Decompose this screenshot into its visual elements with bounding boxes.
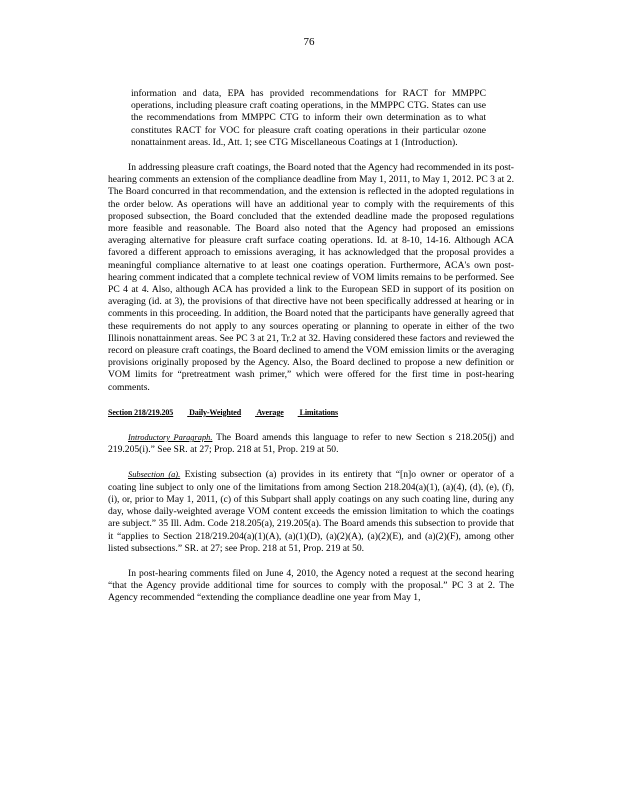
paragraph-text: Existing subsection (a) provides in its entirety that “[n]o owner or operator of a coating line subject to only one of the limitations from among Section 218.204(a)(1), (a)(4), (d), (e), (f), (i), or, prior to May 1, 2011, (c) of this Subpart shall apply coatings on any such coating line, during any day, whose daily-weighted average VOM content exceeds the emission limitation to which the coatings are subject.” 35 Ill. Adm. Code 218.205(a), 219.205(a). The Board amends this subsection to provide that it “applies to Section 218/219.204(a)(1)(A), (a)(1)(D), (a)(2)(A), (a)(2)(E), and (a)(2)(F), among other listed subsections.” SR. at 27; see Prop. 218 at 51, Prop. 219 at 50. — [108, 469, 514, 554]
section-number: Section 218/219.205 — [108, 407, 174, 417]
paragraph-text: The Board amends this language to refer to new Section s 218.205(j) and 219.205(i).” See SR. at 27; Prop. 218 at 51, Prop. 219 at 50. — [108, 432, 514, 456]
section-heading — [108, 407, 514, 419]
body-paragraph-subsection-a — [108, 469, 514, 554]
body-paragraph-post-hearing: In post-hearing comments filed on June 4, 2010, the Agency noted a request at the second hearing “that the Agency provide additional time for sources to comply with the proposal.” PC 3 at 2. The Agency recommended “extending the compliance deadline one year from May 1, — [108, 567, 514, 604]
body-paragraph-introductory — [108, 432, 514, 456]
body-paragraph-pleasure-craft: In addressing pleasure craft coatings, the Board noted that the Agency had recommended in its post-hearing comments an extension of the compliance deadline from May 1, 2011, to May 1, 2012. PC 3 at 2. The Board concurred in that recommendation, and the extension is reflected in the adopted regulations in the order below. As operations will have an additional year to comply with the requirements of this proposed subsection, the Board concluded that the extended deadline made the proposed regulations more feasible and reasonable. The Board also noted that the Agency had proposed an emissions averaging alternative for pleasure craft surface coating operations. Id. at 8-10, 14-16. Although ACA favored a different approach to emissions averaging, it has acknowledged that the proposal provides a meaningful compliance alternative to at least one coatings operation. Furthermore, ACA's own post-hearing comment indicated that a complete technical review of VOM limits remains to be performed. See PC 4 at 4. Also, although ACA has provided a link to the European SED in support of its position on averaging (id. at 3), the provisions of that directive have not been specifically addressed at hearing or in comments in this proceeding. In addition, the Board noted that the participants have generally agreed that these requirements do not apply to any sources operating or planning to operate in either of the two Illinois nonattainment areas. See PC 3 at 21, Tr.2 at 32. Having considered these factors and reviewed the record on pleasure craft coatings, the Board declined to amend the VOM emission limits or the averaging provisions originally proposed by the Agency. Also, the Board declined to propose a new definition or VOM limits for “pretreatment wash primer,” which were offered for the first time in post-hearing comments. — [108, 162, 514, 393]
subsection-label: Introductory Paragraph. — [128, 433, 213, 443]
subsection-label: Subsection (a). — [128, 470, 181, 480]
document-body — [108, 88, 514, 605]
section-title-part: Daily-Weighted — [189, 407, 242, 417]
section-title-part: Limitations — [299, 407, 339, 417]
block-quote-paragraph: information and data, EPA has provided recommendations for RACT for MMPPC operations, including pleasure craft coating operations, in the MMPPC CTG. States can use the recommendations from MMPPC CTG to inform their own determination as to what constitutes RACT for VOC for pleasure craft coating operations in their particular ozone nonattainment areas. Id., Att. 1; see CTG Miscellaneous Coatings at 1 (Introduction). — [131, 88, 486, 148]
section-title-part: Average — [256, 407, 284, 417]
page-number: 76 — [303, 36, 315, 48]
